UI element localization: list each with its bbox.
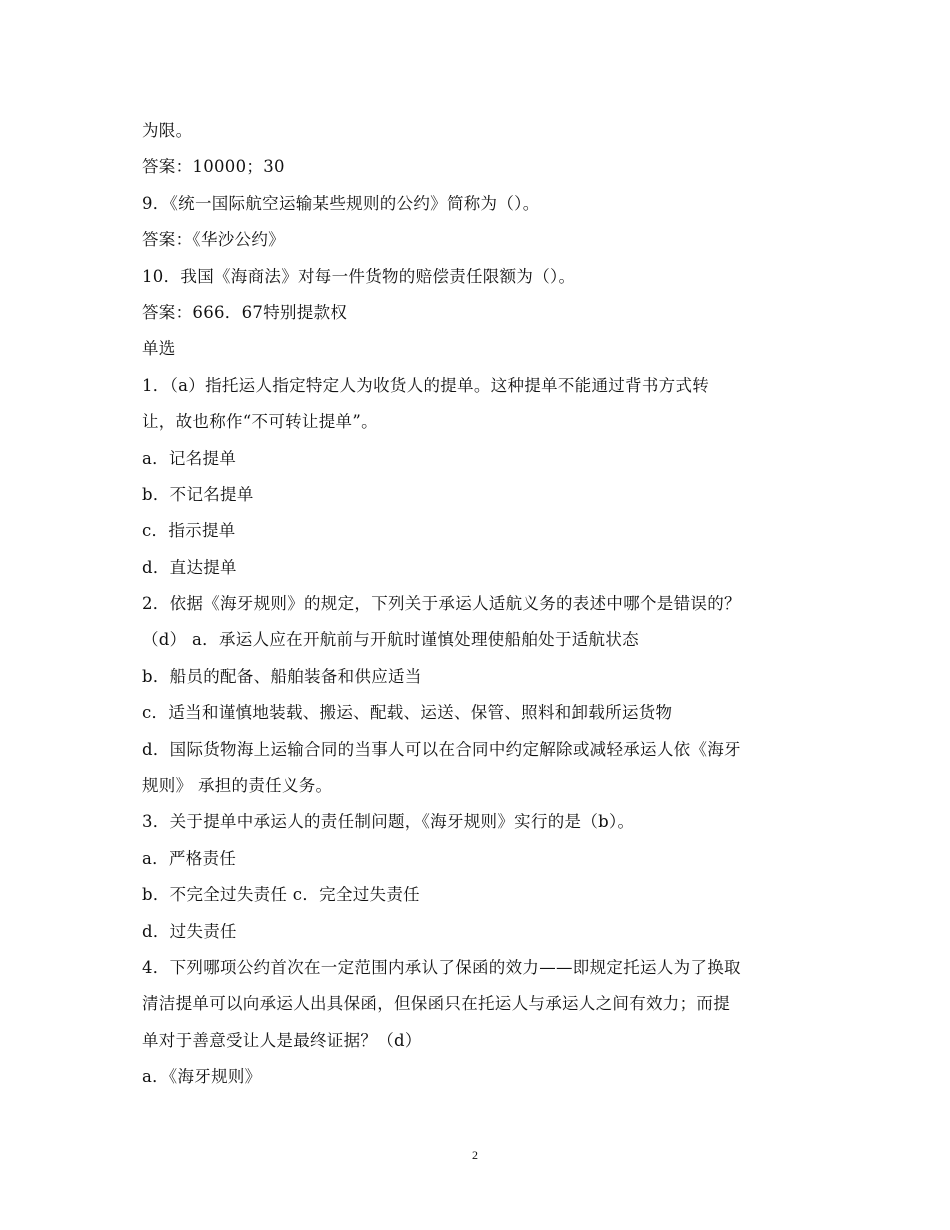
question-line: 2．依据《海牙规则》的规定，下列关于承运人适航义务的表述中哪个是错误的？ bbox=[142, 594, 741, 614]
document-body bbox=[142, 113, 810, 1096]
option-line-continued: 规则》 承担的责任义务。 bbox=[142, 776, 333, 796]
question-line: 3．关于提单中承运人的责任制问题，《海牙规则》实行的是（b）。 bbox=[142, 812, 635, 832]
option-line: b．船员的配备、船舶装备和供应适当 bbox=[142, 666, 422, 686]
option-line: a．《海牙规则》 bbox=[142, 1067, 262, 1087]
option-line: b．不完全过失责任 c．完全过失责任 bbox=[142, 885, 420, 905]
question-line: 1．（a）指托运人指定特定人为收货人的提单。这种提单不能通过背书方式转 bbox=[142, 375, 710, 395]
option-line: d．直达提单 bbox=[142, 557, 237, 577]
answer-line: 答案：10000；30 bbox=[142, 157, 285, 177]
question-line: 9．《统一国际航空运输某些规则的公约》简称为（）。 bbox=[142, 193, 540, 213]
question-line: 4．下列哪项公约首次在一定范围内承认了保函的效力——即规定托运人为了换取 bbox=[142, 957, 741, 977]
question-line-continued: 让，故也称作“不可转让提单”。 bbox=[142, 412, 378, 432]
option-line: a．严格责任 bbox=[142, 848, 237, 868]
option-line: d．过失责任 bbox=[142, 921, 237, 941]
text-line: 为限。 bbox=[142, 121, 193, 140]
answer-line: 答案：《华沙公约》 bbox=[142, 230, 285, 250]
option-line: d．国际货物海上运输合同的当事人可以在合同中约定解除或减轻承运人依《海牙 bbox=[142, 739, 741, 759]
section-heading: 单选 bbox=[142, 339, 176, 359]
question-line: 10．我国《海商法》对每一件货物的赔偿责任限额为（）。 bbox=[142, 266, 576, 286]
page-number: 2 bbox=[472, 1148, 478, 1162]
option-line: a．记名提单 bbox=[142, 448, 237, 468]
option-line: c．适当和谨慎地装载、搬运、配载、运送、保管、照料和卸载所运货物 bbox=[142, 703, 673, 723]
option-line: b．不记名提单 bbox=[142, 484, 254, 504]
question-line-continued: 单对于善意受让人是最终证据？（d） bbox=[142, 1030, 422, 1050]
answer-line: 答案：666．67特别提款权 bbox=[142, 302, 348, 322]
question-line-continued: 清洁提单可以向承运人出具保函，但保函只在托运人与承运人之间有效力；而提 bbox=[142, 994, 730, 1014]
option-line: c．指示提单 bbox=[142, 521, 236, 541]
option-line: （d） a．承运人应在开航前与开航时谨慎处理使船舶处于适航状态 bbox=[142, 630, 639, 650]
